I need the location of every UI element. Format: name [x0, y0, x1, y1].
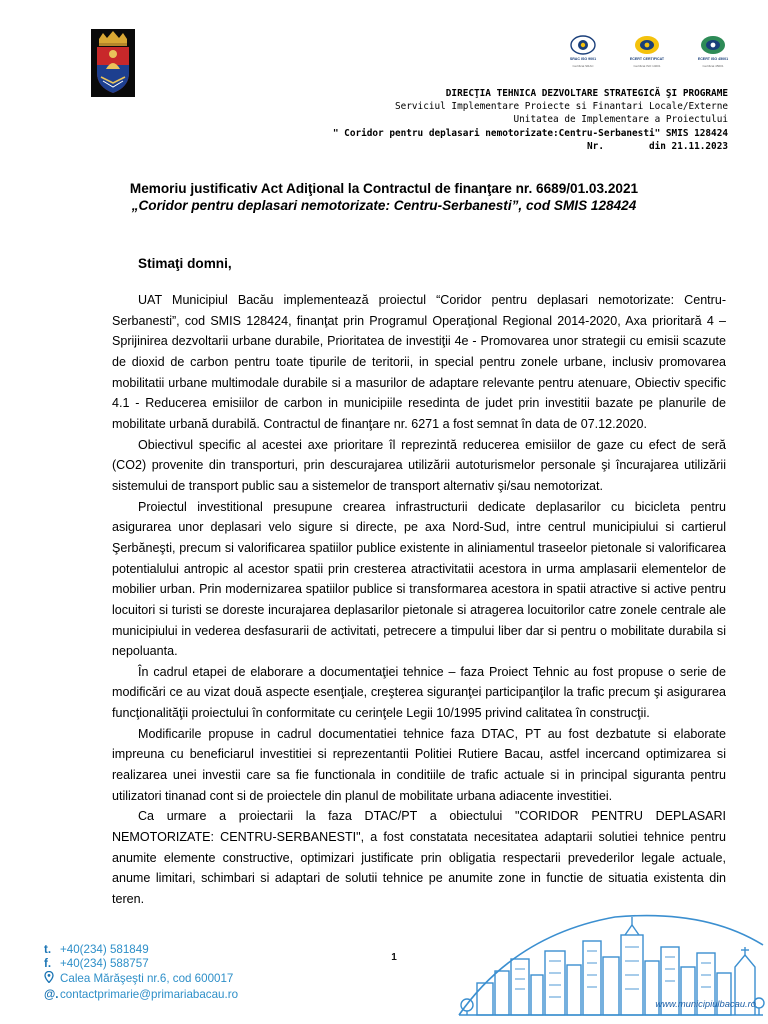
badge-label: ECERT ISO 45001 — [697, 57, 729, 61]
registration-line — [587, 140, 728, 153]
ecert-badge — [619, 34, 675, 74]
paragraph: În cadrul etapei de elaborare a documentaţiei tehnice – faza Proiect Tehnic au fost propuse o serie de modificări ce au vizat două aspecte esenţiale, creşterea siguranţei participanţilor la trafic precum şi asigurarea funcţionalităţii proiectului în conformitate cu cerinţele Legii 10/1995 privind calitatea în construcţii. — [112, 664, 726, 721]
srac-badge — [555, 34, 611, 74]
document-title: Memoriu justificativ Act Adiţional la Contractul de finanţare nr. 6689/01.03.2021 — [129, 181, 639, 196]
unit-name: Unitatea de Implementare a Proiectului — [513, 114, 728, 126]
email-row — [44, 988, 304, 1002]
email-prefix: @. — [44, 987, 59, 1001]
page-number: 1 — [391, 952, 397, 963]
email-address[interactable]: contactprimarie@primariabacau.ro — [60, 987, 239, 1001]
project-line: " Coridor pentru deplasari nemotorizate:Centru-Serbanesti" SMIS 128424 — [332, 127, 728, 139]
ecert-45001-badge — [685, 34, 741, 74]
fax-number: +40(234) 588757 — [60, 957, 149, 971]
address-row — [44, 971, 304, 987]
document-body — [112, 290, 726, 910]
institution-header — [208, 87, 728, 153]
paragraph: Ca urmare a proiectarii la faza DTAC/PT a obiectului "CORIDOR PENTRU DEPLASARI NEMOTORIZATE: CENTRU-SERBANESTI", a fost constatata necesitatea adaptarii solutiei tehnice pentru anumite elemente constructive, optimizari justificate prin obligatia respectarii prevederilor legale actuale, anume limitari, schimbari si adaptari de solutii tehnice pe anumite zone in functie de situatia existenta din teren. — [112, 809, 726, 907]
bacau-coat-of-arms-icon — [91, 29, 135, 97]
paragraph: Obiectivul specific al acestei axe prioritare îl reprezintă reducerea emisiilor de gaze cu efect de seră (CO2) provenite din transporturi, prin descurajarea utilizării autoturismelor personale şi încurajarea utilizării sistemului de transport public sau a sistemelor de transport alternativ şi/sau nemotorizat. — [112, 437, 726, 493]
phone-row — [44, 943, 304, 957]
certification-badges — [555, 34, 745, 74]
badge-sublabel: Certificat ISO 14001 — [633, 65, 661, 68]
project-title: „Coridor pentru deplasari nemotorizate: Centru-Serbanesti”, cod SMIS 128424 — [131, 198, 637, 213]
location-pin-icon — [44, 971, 60, 987]
footer-contact — [44, 943, 304, 1002]
fax-prefix: f. — [44, 957, 52, 971]
nr-label: Nr. — [587, 140, 604, 152]
paragraph: Proiectul investitional presupune crearea infrastructurii dedicate deplasarilor cu bicicleta pentru asigurarea unor deplasari velo sigure si directe, pe axa Nord-Sud, intre centrul municipiului si cartierul Şerbăneşti, precum si valorificarea spatiilor publice existente in aliniamentul traseelor pietonale si valorificarea potentialului antropic al acestor spatii prin cresterea atractivitatii acestora in urma amplasarii elementelor de mobilier urban. Prin modernizarea spatiilor publice si transformarea acestora in spatii atractive si active pentru locuitori si turisti se doreste incurajarea deplasarilor pietonale si atragerea locuitorilor catre zonele centrale ale municipiului in vederea desfasurarii de activitati, petrecere a timpului liber dar si pentru o mobilitate durabila si nepoluanta. — [112, 499, 726, 659]
paragraph: Modificarile propuse in cadrul documentatiei tehnice faza DTAC, PT au fost dezbatute si elaborate impreuna cu beneficiarul investitiei si reprezentantii Politiei Rutiere Bacau, astfel incercand optimizarea si realizarea unei investii care sa fie functionala in conditiile de trafic actuale si in principal siguranta pentru utilizatori tinanad cont si de proiectele din planul de mobilitate urbana adiacente investitiei. — [112, 726, 726, 803]
badge-label: SRAC ISO 9001 — [569, 57, 597, 61]
service-name: Serviciul Implementare Proiecte si Finantari Locale/Externe — [394, 101, 728, 113]
phone-prefix: t. — [44, 943, 52, 956]
website-link[interactable]: www.municipiulbacau.ro — [655, 998, 756, 1009]
date-label: din 21.11.2023 — [648, 140, 728, 152]
badge-sublabel: Certificat SRAC — [572, 65, 594, 68]
postal-address: Calea Mărăşeşti nr.6, cod 600017 — [60, 972, 234, 986]
phone-number: +40(234) 581849 — [60, 943, 149, 956]
fax-row — [44, 957, 304, 971]
directorate-name: DIRECŢIA TEHNICA DEZVOLTARE STRATEGICĂ ŞI PROGRAME — [445, 88, 728, 99]
badge-sublabel: Certificat 45001 — [702, 65, 724, 68]
paragraph: UAT Municipiul Bacău implementează proiectul “Coridor pentru deplasari nemotorizate: Centru-Serbanesti”, cod SMIS 128424, finanţat prin Programul Operaţional Regional 2014-2020, Axa prioritară 4 – Sprijinirea dezvoltarii urbane durabile, Prioritatea de investiţii 4e - Promovarea unor strategii cu emisii scazute de dioxid de carbon pentru toate tipurile de teritorii, in special pentru zonele urbane, inclusiv promovarea mobilitatii urbane multimodale durabile si a masurilor de adaptare relevante pentru atenuare, Obiectiv specific 4.1 - Reducerea emisiilor de carbon in municipiile resedinta de judet prin investitii bazate pe planurile de mobilitate urbană durabilă. Contractul de finanţare nr. 6271 a fost semnat în data de 07.12.2020. — [112, 293, 726, 431]
badge-label: ECERT CERTIFICAT — [629, 57, 665, 61]
salutation: Stimaţi domni, — [138, 256, 232, 271]
